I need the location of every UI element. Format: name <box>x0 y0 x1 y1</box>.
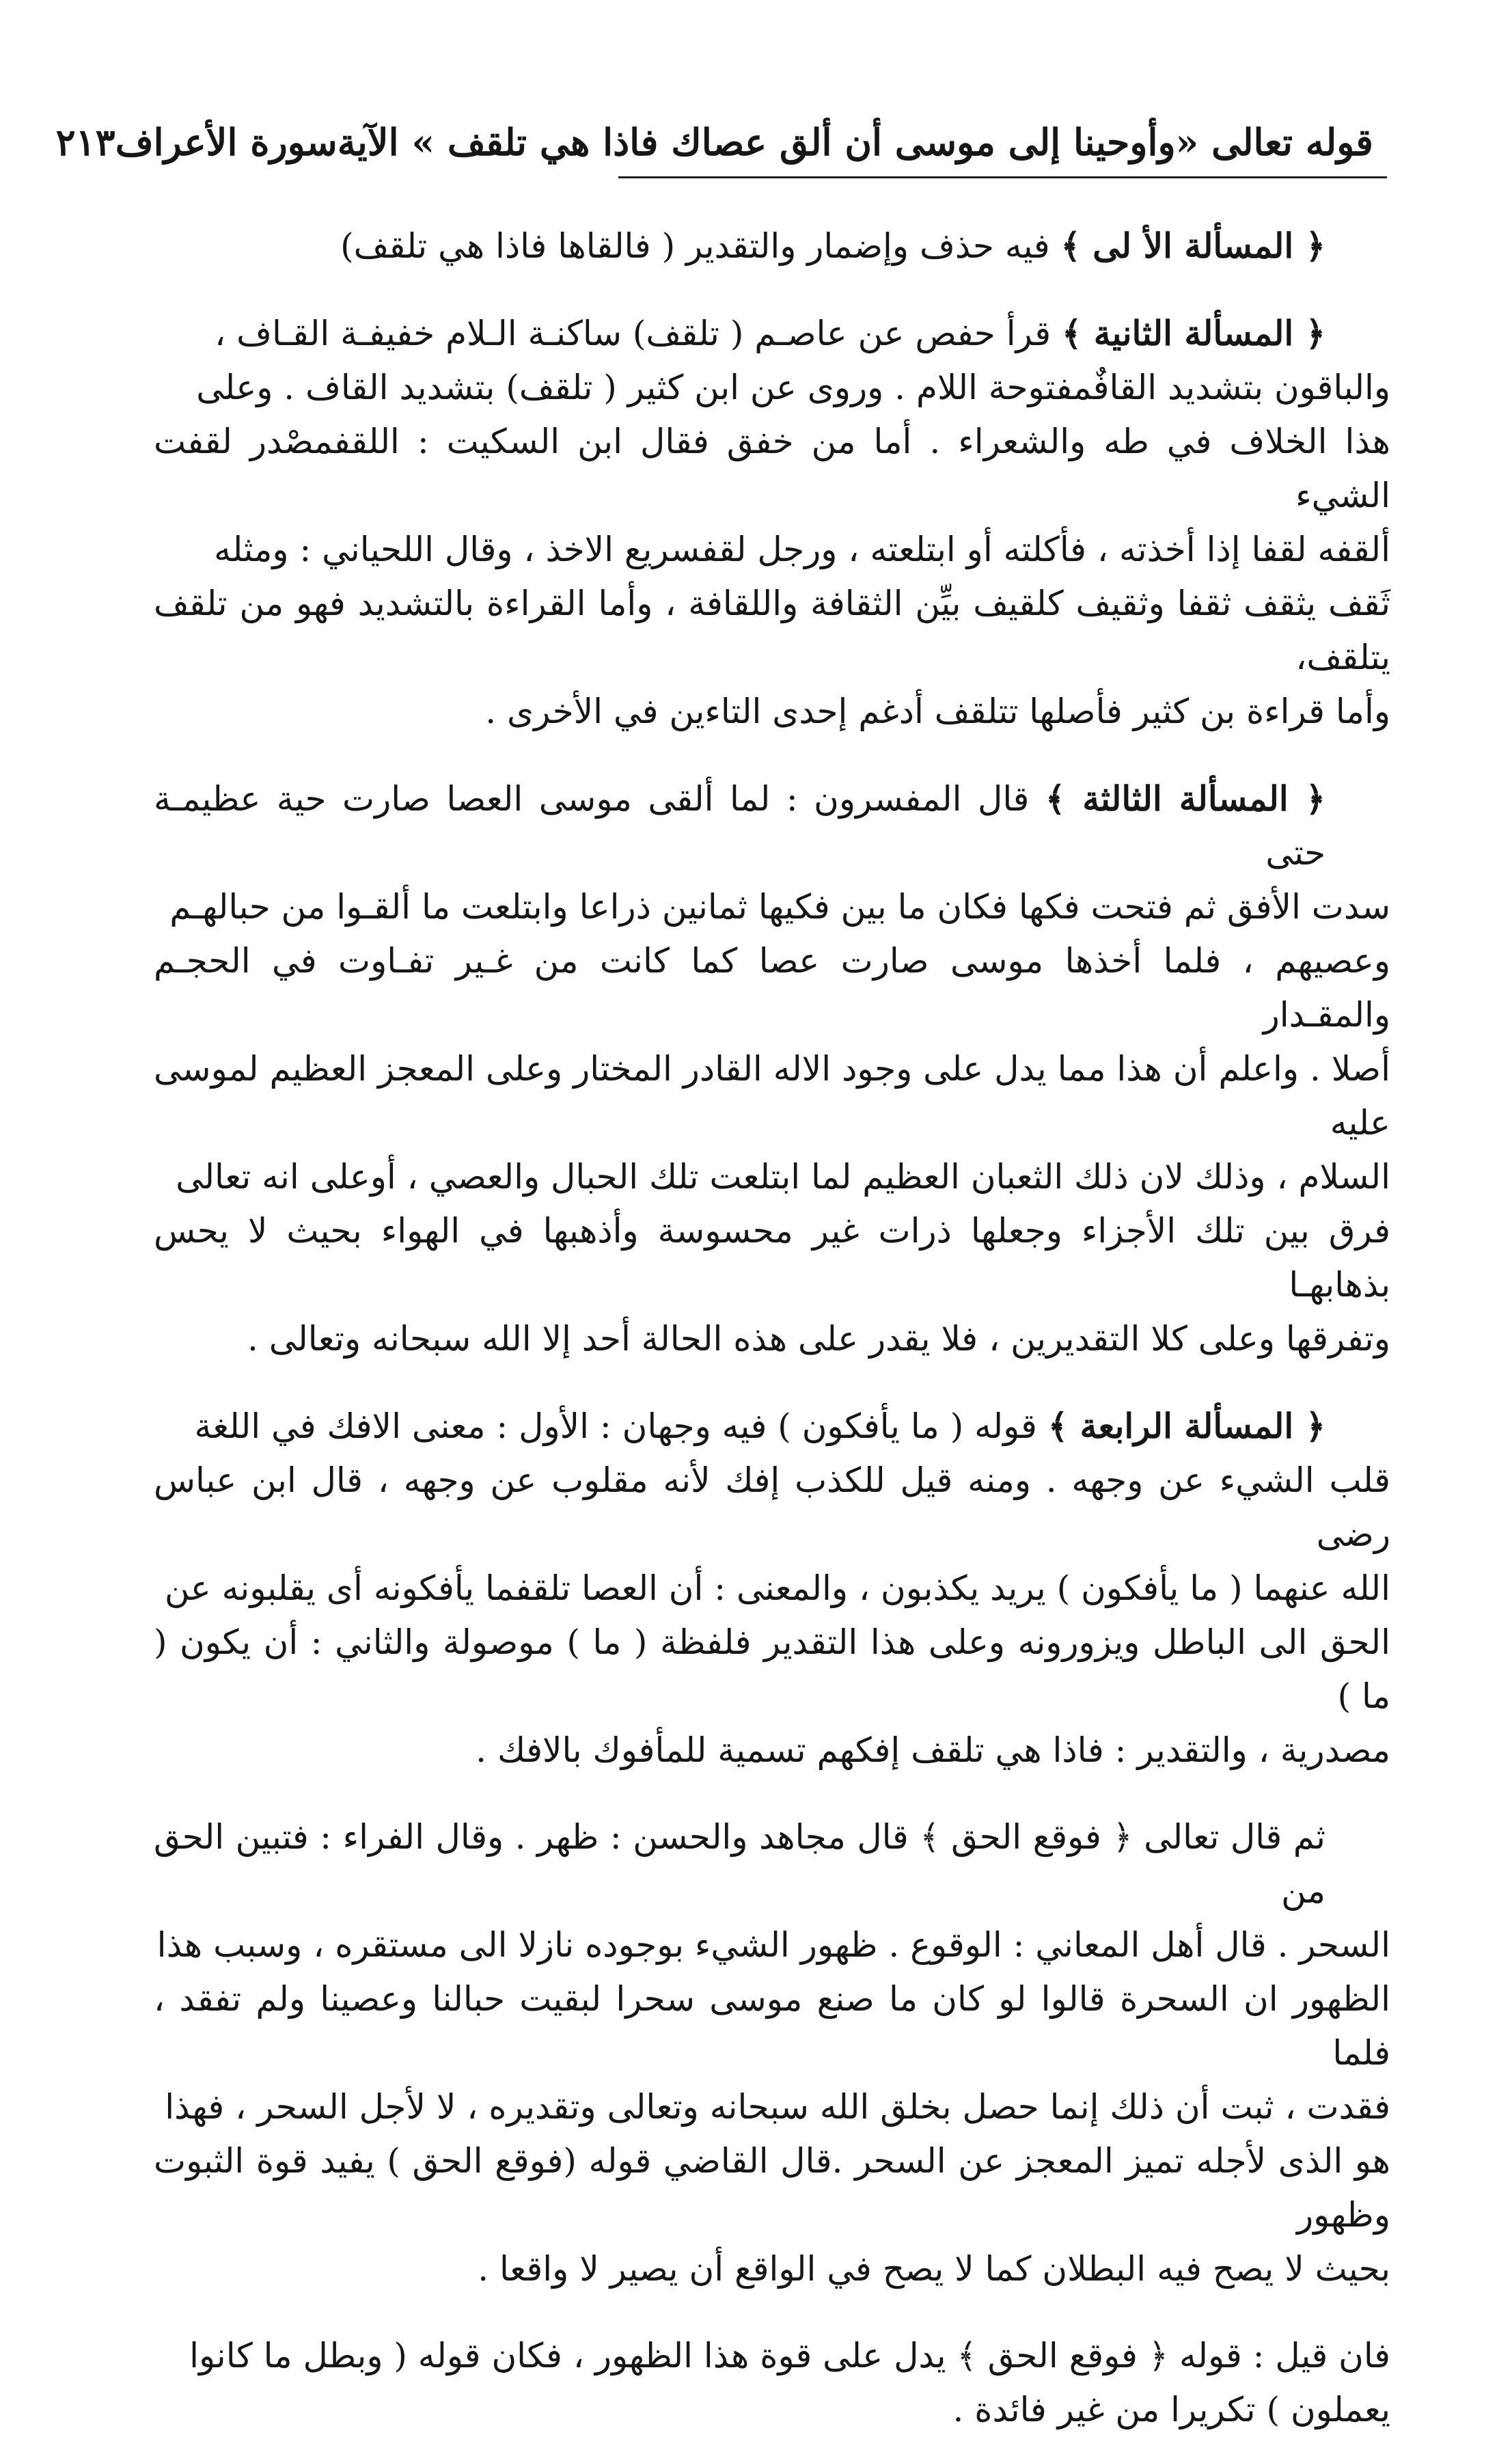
paragraph-5-line-2: السحر . قال أهل المعاني : الوقوع . ظهور الشيء بوجوده نازلا الى مستقره ، وسبب هذا <box>156 1925 1390 1965</box>
paragraph-gap <box>154 739 1390 772</box>
paragraph-gap <box>154 1778 1390 1810</box>
page-body <box>154 219 1390 2437</box>
section-2-line-3: هذا الخلاف في طه والشعراء . أما من خفق فقال ابن السكيت : اللقفمصْدر لقفت الشيء <box>154 422 1390 515</box>
section-4-line-4: الحق الى الباطل ويزورونه وعلى هذا التقدير فلفظة ( ما ) موصولة والثاني : أن يكون ( ما ) <box>154 1622 1390 1716</box>
page-number: ٢١٣ <box>55 120 115 164</box>
section-3-line-5: السلام ، وذلك لان ذلك الثعبان العظيم لما ابتلعت تلك الحبال والعصي ، أوعلى انه تعالى <box>176 1157 1390 1197</box>
header-title: قوله تعالى «وأوحينا إلى موسى أن ألق عصاك فاذا هي تلقف » الآيةسورة الأعراف <box>115 120 1373 164</box>
section-2-line-1: ﴿ المسألة الثانية ﴾ قرأ حفص عن عاصـم ( تلقف) ساكنـة الـلام خفيفـة القـاف ، <box>215 313 1325 353</box>
section-3-line-4: أصلا . واعلم أن هذا مما يدل على وجود الاله القادر المختار وعلى المعجز العظيم لموسى عليه <box>154 1049 1390 1143</box>
section-3-line-1: ﴿ المسألة الثالثة ﴾ قال المفسرون : لما ألقى موسى العصا صارت حية عظيمـة حتى <box>154 778 1325 873</box>
section-2-line-5: ثَقف يثقف ثقفا وثقيف كلقيف بيِّن الثقافة واللقافة ، وأما القراءة بالتشديد فهو من تلقف يتلقف، <box>154 584 1390 677</box>
section-2-heading: ﴿ المسألة الثانية ﴾ <box>1062 313 1325 353</box>
section-3-heading: ﴿ المسألة الثالثة ﴾ <box>1045 778 1325 819</box>
section-3-line-7: وتفرقها وعلى كلا التقديرين ، فلا يقدر على هذه الحالة أحد إلا الله سبحانه وتعالى . <box>247 1319 1390 1359</box>
section-1-heading: ﴿ المسألة الأ لى ﴾ <box>1060 226 1325 266</box>
section-4-line-5: مصدرية ، والتقدير : فاذا هي تلقف إفكهم تسمية للمأفوك بالافك . <box>476 1730 1390 1770</box>
section-4-line-1: ﴿ المسألة الرابعة ﴾ قوله ( ما يأفكون ) فيه وجهان : الأول : معنى الافك في اللغة <box>194 1406 1325 1446</box>
section-3-line-2: سدت الأفق ثم فتحت فكها فكان ما بين فكيها ثمانين ذراعا وابتلعت ما ألقـوا من حبالهـم <box>169 887 1390 927</box>
section-3-line-3: وعصيهم ، فلما أخذها موسى صارت عصا كما كانت من غـير تفـاوت في الحجـم والمقـدار <box>154 941 1390 1035</box>
paragraph-6 <box>154 2329 1390 2437</box>
paragraph-5-line-1: ثم قال تعالى ﴿ فوقع الحق ﴾ قال مجاهد والحسن : ظهر . وقال الفراء : فتبين الحق من <box>154 1817 1325 1911</box>
section-2-line-6: وأما قراءة بن كثير فأصلها تتلقف أدغم إحدى التاءين في الأخرى . <box>485 692 1390 731</box>
section-1-line-1: ﴿ المسألة الأ لى ﴾ فيه حذف وإضمار والتقدير ( فالقاها فاذا هي تلقف) <box>340 226 1325 266</box>
section-1 <box>154 219 1390 273</box>
section-4-heading: ﴿ المسألة الرابعة ﴾ <box>1047 1406 1325 1446</box>
paragraph-gap <box>154 273 1390 306</box>
paragraph-gap <box>154 1366 1390 1399</box>
section-2-line-4: ألقفه لقفا إذا أخذته ، فأكلته أو ابتلعته ، ورجل لقفسريع الاخذ ، وقال اللحياني : ومثله <box>214 530 1390 569</box>
paragraph-5-line-5: هو الذى لأجله تميز المعجز عن السحر .قال القاضي قوله (فوقع الحق ) يفيد قوة الثبوت وظهور <box>154 2141 1390 2235</box>
section-4-line-3: الله عنهما ( ما يأفكون ) يريد يكذبون ، والمعنى : أن العصا تلقفما يأفكونه أى يقلبونه عن <box>164 1568 1390 1608</box>
paragraph-6-line-1: فان قيل : قوله ﴿ فوقع الحق ﴾ يدل على قوة هذا الظهور ، فكان قوله ( وبطل ما كانوا <box>189 2336 1390 2375</box>
header-rule <box>618 176 1387 178</box>
paragraph-5-line-6: بحيث لا يصح فيه البطلان كما لا يصح في الواقع أن يصير لا واقعا . <box>478 2249 1390 2289</box>
paragraph-6-line-2: يعملون ) تكريرا من غير فائدة . <box>952 2390 1390 2429</box>
section-4 <box>154 1399 1390 1778</box>
paragraph-gap <box>154 2296 1390 2329</box>
paragraph-5-line-4: فقدت ، ثبت أن ذلك إنما حصل بخلق الله سبحانه وتعالى وتقديره ، لا لأجل السحر ، فهذا <box>165 2087 1390 2127</box>
paragraph-5 <box>154 1810 1390 2296</box>
section-3 <box>154 772 1390 1366</box>
running-header <box>55 89 1373 164</box>
section-2 <box>154 306 1390 739</box>
section-4-line-2: قلب الشيء عن وجهه . ومنه قيل للكذب إفك لأنه مقلوب عن وجهه ، قال ابن عباس رضى <box>154 1460 1390 1554</box>
paragraph-5-line-3: الظهور ان السحرة قالوا لو كان ما صنع موسى سحرا لبقيت حبالنا وعصينا ولم تفقد ، فلما <box>154 1979 1390 2073</box>
section-3-line-6: فرق بين تلك الأجزاء وجعلها ذرات غير محسوسة وأذهبها في الهواء بحيث لا يحس بذهابهـا <box>154 1211 1390 1305</box>
section-2-line-2: والباقون بتشديد القافٌمفتوحة اللام . وروى عن ابن كثير ( تلقف) بتشديد القاف . وعلى <box>196 368 1390 407</box>
